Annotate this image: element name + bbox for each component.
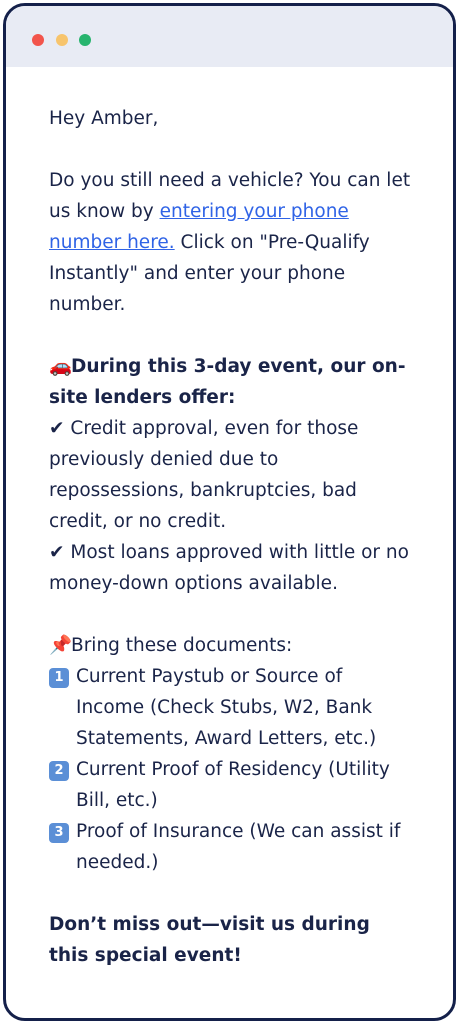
spacer [49,599,415,630]
car-icon: 🚗 [49,356,73,377]
minimize-window-button[interactable] [56,34,68,46]
window-titlebar [6,6,453,67]
email-body [6,67,453,971]
checkmark-icon: ✔ [49,542,65,563]
document-item [49,754,415,816]
closing-message: Don’t miss out—visit us during this special event! [49,914,370,966]
email-window [3,3,456,1021]
checkmark-icon: ✔ [49,418,65,439]
event-heading-text: During this 3-day event, our on-site lenders offer: [49,356,406,408]
number-three-icon: 3 [49,823,69,843]
document-item-text: Proof of Insurance (We can assist if needed.) [76,821,401,873]
number-one-icon: 1 [49,668,69,688]
benefit-text: Credit approval, even for those previously denied due to repossessions, bankruptcies, bad credit, or no credit. [49,418,359,532]
benefit-item [49,413,415,537]
document-item [49,661,415,754]
spacer [49,878,415,909]
intro-text-before-link: Do you still need a vehicle? You can let us know by [49,170,411,222]
pushpin-icon: 📌 [49,635,73,656]
event-heading [49,351,415,413]
intro-paragraph [49,165,415,320]
document-item-text: Current Paystub or Source of Income (Check Stubs, W2, Bank Statements, Award Letters, etc.) [76,666,377,749]
benefit-item [49,537,415,599]
document-item [49,816,415,878]
documents-heading [49,630,415,661]
document-item-text: Current Proof of Residency (Utility Bill, etc.) [76,759,390,811]
benefit-text: Most loans approved with little or no money-down options available. [49,542,409,594]
number-two-icon: 2 [49,761,69,781]
greeting: Hey Amber, [49,108,159,129]
documents-heading-text: Bring these documents: [71,635,293,656]
phone-number-link[interactable]: entering your phone number here. [49,201,349,253]
maximize-window-button[interactable] [79,34,91,46]
close-window-button[interactable] [32,34,44,46]
intro-text-after-link: Click on "Pre-Qualify Instantly" and enter your phone number. [49,232,370,315]
